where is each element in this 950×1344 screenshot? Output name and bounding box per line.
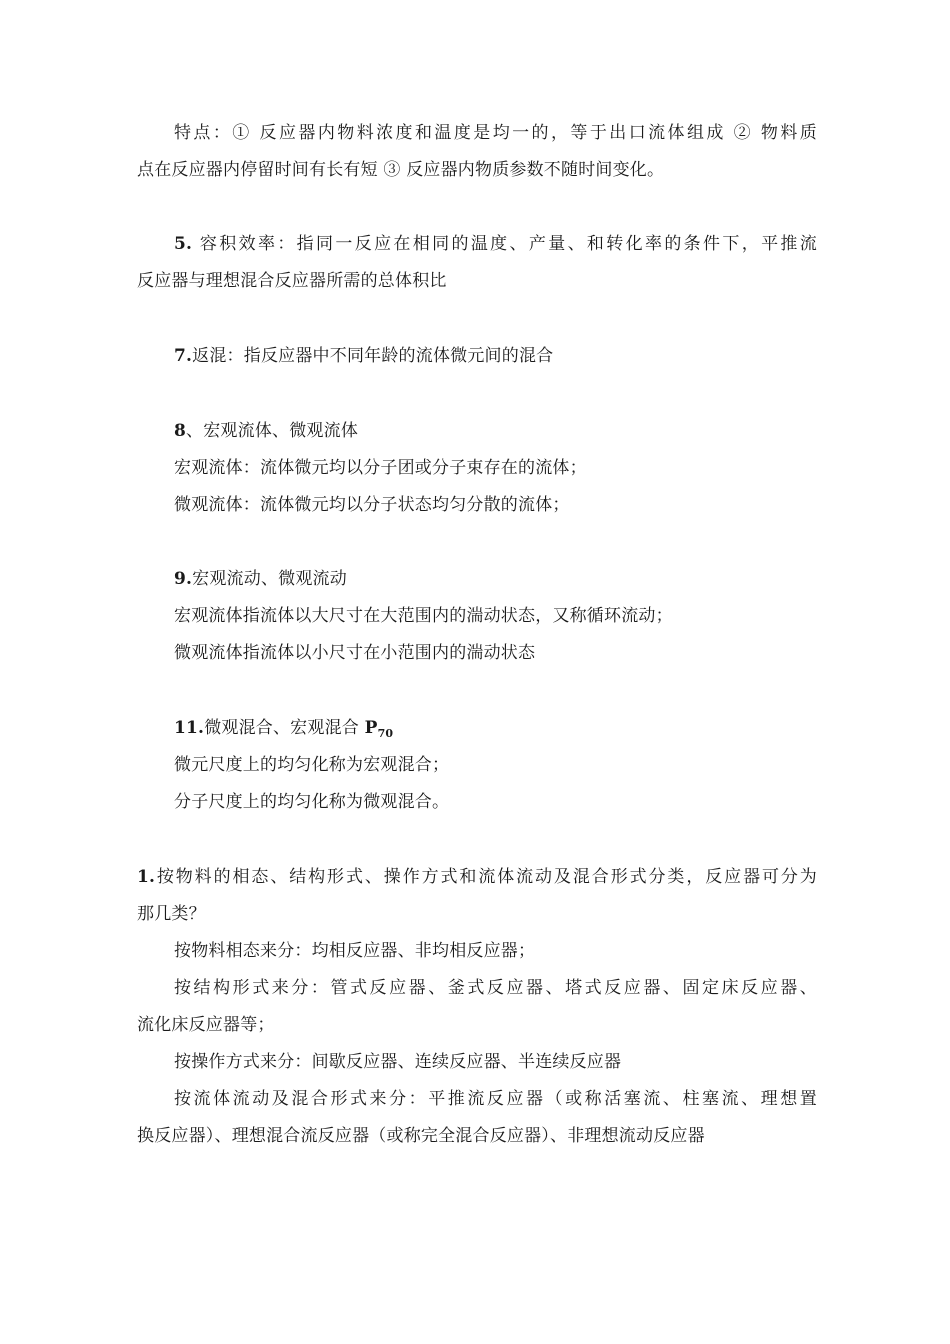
mixing-heading-text: 微观混合、宏观混合 xyxy=(204,718,365,738)
flow-heading xyxy=(174,568,817,590)
question-text: 按物料的相态、结构形式、操作方式和流体流动及混合形式分类，反应器可分为 xyxy=(155,867,817,887)
macro-mixing-def: 微元尺度上的均匀化称为宏观混合； xyxy=(174,755,450,775)
features-line-2: 点在反应器内停留时间有长有短 ③ 反应器内物质参数不随时间变化。 xyxy=(137,160,665,180)
page-reference-number: 70 xyxy=(377,727,394,740)
item-number: 5. xyxy=(174,234,193,254)
features-line-1: 特点：① 反应器内物料浓度和温度是均一的，等于出口流体组成 ② 物料质 xyxy=(174,123,817,143)
volume-efficiency-text: 容积效率：指同一反应在相同的温度、产量、和转化率的条件下，平推流 xyxy=(192,234,817,254)
fluid-heading xyxy=(174,420,817,442)
question-line-2: 那几类？ xyxy=(137,904,206,924)
macro-flow-def: 宏观流体指流体以大尺寸在大范围内的湍动状态，又称循环流动； xyxy=(174,606,673,626)
item-number: 9. xyxy=(174,569,193,589)
answer-structure-line-1: 按结构形式来分：管式反应器、釜式反应器、塔式反应器、固定床反应器、 xyxy=(174,978,817,998)
item-number: 11. xyxy=(174,718,205,738)
micro-mixing-def: 分子尺度上的均匀化称为微观混合。 xyxy=(174,792,450,812)
page-reference: P xyxy=(364,718,378,738)
answer-structure-line-2: 流化床反应器等； xyxy=(137,1015,275,1035)
backmixing-text: 返混：指反应器中不同年龄的流体微元间的混合 xyxy=(192,346,554,366)
answer-operation: 按操作方式来分：间歇反应器、连续反应器、半连续反应器 xyxy=(174,1052,622,1072)
answer-phase: 按物料相态来分：均相反应器、非均相反应器； xyxy=(174,941,536,961)
flow-heading-text: 宏观流动、微观流动 xyxy=(192,569,347,589)
macro-fluid-def: 宏观流体：流体微元均以分子团或分子束存在的流体； xyxy=(174,458,587,478)
fluid-heading-text: 、宏观流体、微观流体 xyxy=(186,421,359,441)
micro-flow-def: 微观流体指流体以小尺寸在小范围内的湍动状态 xyxy=(174,643,536,663)
item-number: 8 xyxy=(174,421,187,441)
mixing-heading xyxy=(174,717,817,745)
volume-efficiency-line-1 xyxy=(174,233,817,255)
item-number: 7. xyxy=(174,346,193,366)
question-number: 1. xyxy=(137,867,156,887)
answer-flow-line-2: 换反应器）、理想混合流反应器（或称完全混合反应器）、非理想流动反应器 xyxy=(137,1126,705,1146)
micro-fluid-def: 微观流体：流体微元均以分子状态均匀分散的流体； xyxy=(174,495,570,515)
answer-flow-line-1: 按流体流动及混合形式来分：平推流反应器（或称活塞流、柱塞流、理想置 xyxy=(174,1089,817,1109)
backmixing-line xyxy=(174,345,817,367)
question-line-1 xyxy=(137,866,817,888)
volume-efficiency-line-2: 反应器与理想混合反应器所需的总体积比 xyxy=(137,271,447,291)
